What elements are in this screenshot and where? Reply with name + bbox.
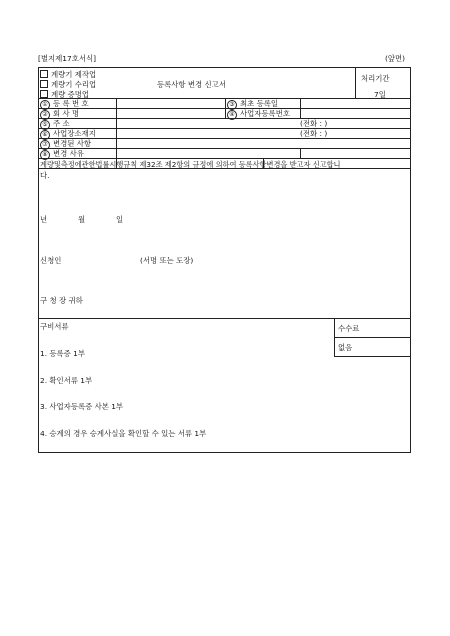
divider [116,138,117,148]
period-value: 7일 [374,90,386,99]
docs-title: 구비서류 [40,322,69,331]
first-reg-date-label: ③ 최초 등록일 [227,99,278,110]
statement: 계량및측정에관한법률시행규칙 제32조 제2항의 규정에 의하여 등록사항변경을 받고자 신고합니 [40,160,341,169]
divider [116,148,117,158]
checkbox-icon [40,80,48,88]
period-label: 처리기간 [361,74,390,83]
reason-label: ⑧ 변경 사유 [40,149,84,160]
date-year: 년 [40,215,48,224]
reg-no-label: ① 등 록 번 호 [40,99,89,110]
signature-note: (서명 또는 도장) [140,256,194,265]
divider [300,98,301,118]
form-title: 등록사항 변경 신고서 [157,80,226,89]
divider [38,158,411,159]
divider [38,148,411,149]
doc-item: 1. 등록증 1부 [40,349,86,358]
doc-item: 2. 확인서류 1부 [40,376,93,385]
address-label: ⑤ 주 소 [40,119,70,130]
divider [334,337,411,338]
check-manufacture[interactable]: 계량기 제작업 [40,70,96,79]
recipient: 구 청 장 귀하 [40,296,83,305]
fee-value: 없음 [338,343,353,352]
form-id: [별지제17호서식] [38,54,97,63]
page-side: (앞면) [385,54,406,63]
divider [300,148,301,158]
divider [116,118,117,138]
divider [225,98,226,118]
divider [334,356,411,357]
divider [355,67,356,98]
divider [38,318,411,319]
fee-label: 수수료 [338,324,360,333]
doc-item: 4. 승계의 경우 승계사실을 확인할 수 있는 서류 1부 [40,429,207,438]
statement-cont: 다. [40,171,50,180]
checkbox-icon [40,90,48,98]
divider [116,98,117,118]
doc-item: 3. 사업자등록증 사본 1부 [40,402,124,411]
date-month: 월 [78,215,86,224]
site-label: ⑥ 사업장소재지 [40,129,96,140]
applicant-label: 신청인 [40,256,62,265]
phone-field[interactable]: (전화 : ) [300,129,328,138]
phone-field[interactable]: (전화 : ) [300,119,328,128]
changed-label: ⑦ 변경된 사항 [40,139,91,150]
check-certification[interactable]: 계량 증명업 [40,90,89,99]
biz-reg-no-label: ④ 사업자등록번호 [227,109,290,120]
checkbox-icon [40,70,48,78]
company-label: ② 회 사 명 [40,109,79,120]
form-table [38,67,411,453]
divider [38,118,411,119]
check-repair[interactable]: 계량기 수리업 [40,80,96,89]
date-day: 일 [116,215,124,224]
